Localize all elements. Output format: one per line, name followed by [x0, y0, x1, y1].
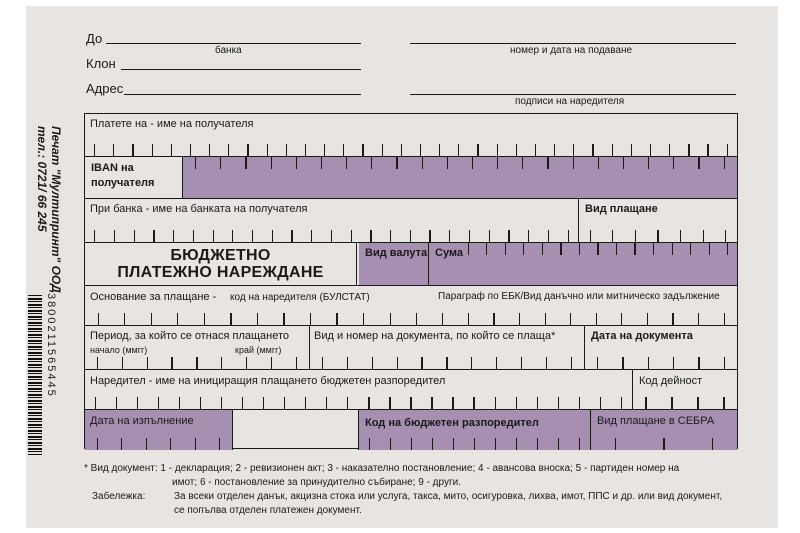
number-date-caption: номер и дата на подаване: [510, 45, 633, 56]
execution-date-field[interactable]: [85, 410, 233, 450]
branch-line[interactable]: [121, 69, 361, 70]
iban-label-cell: [85, 157, 183, 198]
payment-basis-label: Основание за плащане -: [90, 291, 217, 303]
form-title-line1: БЮДЖЕТНО: [170, 247, 271, 264]
payer-field[interactable]: [85, 370, 633, 409]
sebra-label: Вид плащане в СЕБРА: [597, 415, 715, 427]
basis-char-ticks: [85, 313, 430, 325]
barcode: [28, 295, 42, 455]
budget-code-field[interactable]: [359, 410, 591, 450]
recipient-row[interactable]: [85, 114, 737, 157]
bank-caption: банка: [215, 45, 242, 56]
remark-line2: се попълва отделен платежен документ.: [174, 505, 362, 516]
execution-date-label: Дата на изпълнение: [90, 415, 194, 427]
currency-field[interactable]: [359, 243, 429, 285]
doc-type-note-line2: имот; 6 - постановление за принудително събиране; 9 - други.: [172, 477, 461, 488]
payment-basis-field[interactable]: [85, 286, 430, 325]
payer-code-label: код на наредителя (БУЛСТАТ): [230, 292, 370, 303]
form-title-line2: ПЛАТЕЖНО НАРЕЖДАНЕ: [117, 264, 324, 281]
paragraph-field[interactable]: [430, 286, 737, 325]
paragraph-char-ticks: [430, 313, 737, 325]
period-start-label: начало (ммгг): [90, 345, 148, 355]
blank-field[interactable]: [233, 410, 359, 450]
activity-code-label: Код дейност: [639, 375, 703, 387]
document-char-ticks: [310, 357, 584, 369]
form-title-cell: [85, 243, 357, 285]
title-row: [85, 243, 737, 286]
activity-code-ticks: [633, 397, 737, 409]
bank-char-ticks: [85, 230, 578, 242]
payer-label: Наредител - име на инициращия плащането бюджетен разпоредител: [90, 375, 446, 387]
execution-date-ticks: [85, 438, 232, 450]
budget-code-ticks: [359, 438, 590, 450]
doc-type-note-line1: * Вид документ: 1 - декларация; 2 - ревизионен акт; 3 - наказателно постановление; 4 - авансова вноска; 5 - партиден номер на: [84, 463, 680, 474]
address-line[interactable]: [124, 94, 361, 95]
bank-row: [85, 199, 737, 243]
iban-char-ticks: [183, 157, 737, 169]
payment-type-field[interactable]: [579, 199, 737, 242]
period-end-label: край (ммгг): [235, 345, 282, 355]
payer-char-ticks: [85, 397, 632, 409]
sebra-ticks: [591, 438, 737, 450]
sebra-field[interactable]: [591, 410, 737, 450]
address-label: Адрес: [86, 81, 124, 96]
barcode-number: 3800211565445: [45, 293, 57, 398]
recipient-label: Платете на - име на получателя: [90, 118, 254, 130]
budget-payment-form: [84, 113, 738, 449]
document-date-field[interactable]: [585, 326, 737, 369]
signatures-line[interactable]: [410, 94, 736, 95]
period-row: [85, 326, 737, 370]
execution-row: [85, 410, 737, 450]
document-number-field[interactable]: [310, 326, 585, 369]
recipient-bank-field[interactable]: [85, 199, 579, 242]
payer-row: [85, 370, 737, 410]
amount-label: Сума: [435, 247, 464, 259]
payment-type-ticks: [579, 230, 737, 242]
recipient-char-ticks: [85, 144, 737, 156]
amount-field[interactable]: [429, 243, 737, 285]
document-type-number-label: Вид и номер на документа, по който се плаща*: [314, 330, 556, 342]
amount-char-ticks: [459, 243, 737, 255]
printer-text: Печат "Мултипринт" ООД: [49, 126, 63, 293]
iban-row: [85, 157, 737, 199]
period-char-ticks: [85, 357, 309, 369]
number-date-line[interactable]: [410, 43, 736, 44]
budget-code-label: Код на бюджетен разпоредител: [365, 417, 539, 429]
document-date-label: Дата на документа: [591, 330, 693, 342]
payment-type-label: Вид плащане: [585, 203, 658, 215]
period-label: Период, за който се отнася плащането: [90, 330, 290, 342]
printer-phone: тел.: 0721/ 66 245: [35, 126, 49, 232]
to-label: До: [86, 31, 103, 46]
document-date-ticks: [585, 357, 737, 369]
bank-line[interactable]: [106, 43, 361, 44]
branch-label: Клон: [86, 56, 116, 71]
signatures-caption: подписи на наредителя: [515, 96, 625, 107]
activity-code-field[interactable]: [633, 370, 737, 409]
iban-input[interactable]: [183, 157, 737, 198]
remark-line1: За всеки отделен данък, акцизна стока или услуга, такса, мито, осигуровка, лихва, имот, ППС и др. или вид документ,: [174, 491, 723, 502]
recipient-bank-label: При банка - име на банката на получателя: [90, 203, 308, 215]
paragraph-label: Параграф по ЕБК/Вид данъчно или митническо задължение: [438, 291, 720, 302]
period-field[interactable]: [85, 326, 310, 369]
payment-basis-row: [85, 286, 737, 326]
iban-label-line1: IBAN на: [91, 162, 134, 174]
currency-label: Вид валута: [365, 247, 428, 259]
iban-label-line2: получателя: [91, 177, 155, 189]
remark-label: Забележка:: [92, 491, 146, 502]
